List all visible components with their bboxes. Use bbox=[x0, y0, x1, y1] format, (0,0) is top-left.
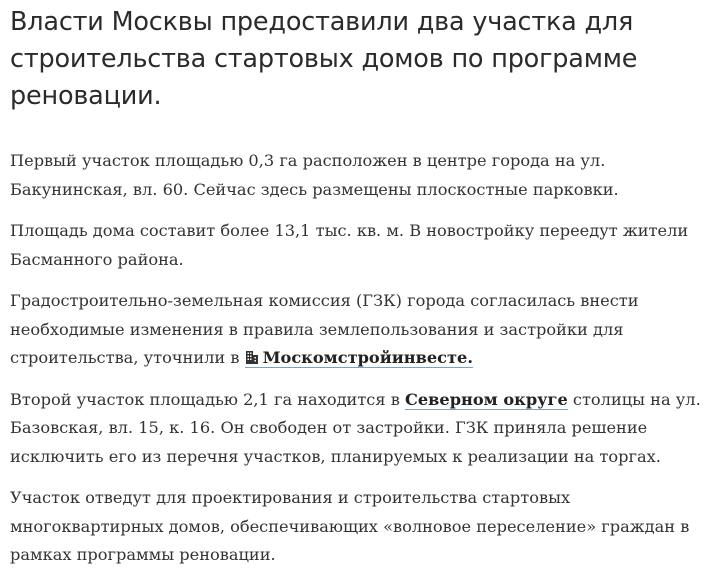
paragraph-4 bbox=[10, 386, 718, 472]
paragraph-3 bbox=[10, 287, 718, 373]
moskomstroyinvest-link[interactable] bbox=[245, 348, 473, 368]
northern-district-link[interactable]: Северном округе bbox=[404, 389, 568, 409]
moskomstroyinvest-link-label: Москомстройинвесте. bbox=[262, 348, 473, 367]
article bbox=[10, 0, 718, 570]
paragraph-5: Участок отведут для проектирования и строительства стартовых многоквартирных домов, обеспечивающих «волновое переселение» граждан в рамках программы реновации. bbox=[10, 488, 690, 564]
article-title: Власти Москвы предоставили два участка для строительства стартовых домов по программе реновации. bbox=[10, 7, 638, 111]
paragraph-1: Первый участок площадью 0,3 га расположен в центре города на ул. Бакунинская, вл. 60. Сейчас здесь размещены плоскостные парковки. bbox=[10, 151, 619, 199]
paragraph-2: Площадь дома составит более 13,1 тыс. кв. м. В новостройку переедут жители Басманного района. bbox=[10, 221, 689, 269]
paragraph-4-text-after: столицы на ул. Базовская, вл. 15, к. 16. Он свободен от застройки. ГЗК приняла решение исключить его из перечня участков, планируемых к реализации на торгах. bbox=[10, 389, 701, 466]
building-icon bbox=[245, 350, 259, 364]
paragraph-4-text-before: Второй участок площадью 2,1 га находится в bbox=[10, 389, 405, 409]
paragraph-3-text: Градостроительно-земельная комиссия (ГЗК) города согласилась внести необходимые изменения в правила землепользования и застройки для строительства, уточнили в bbox=[10, 291, 639, 367]
